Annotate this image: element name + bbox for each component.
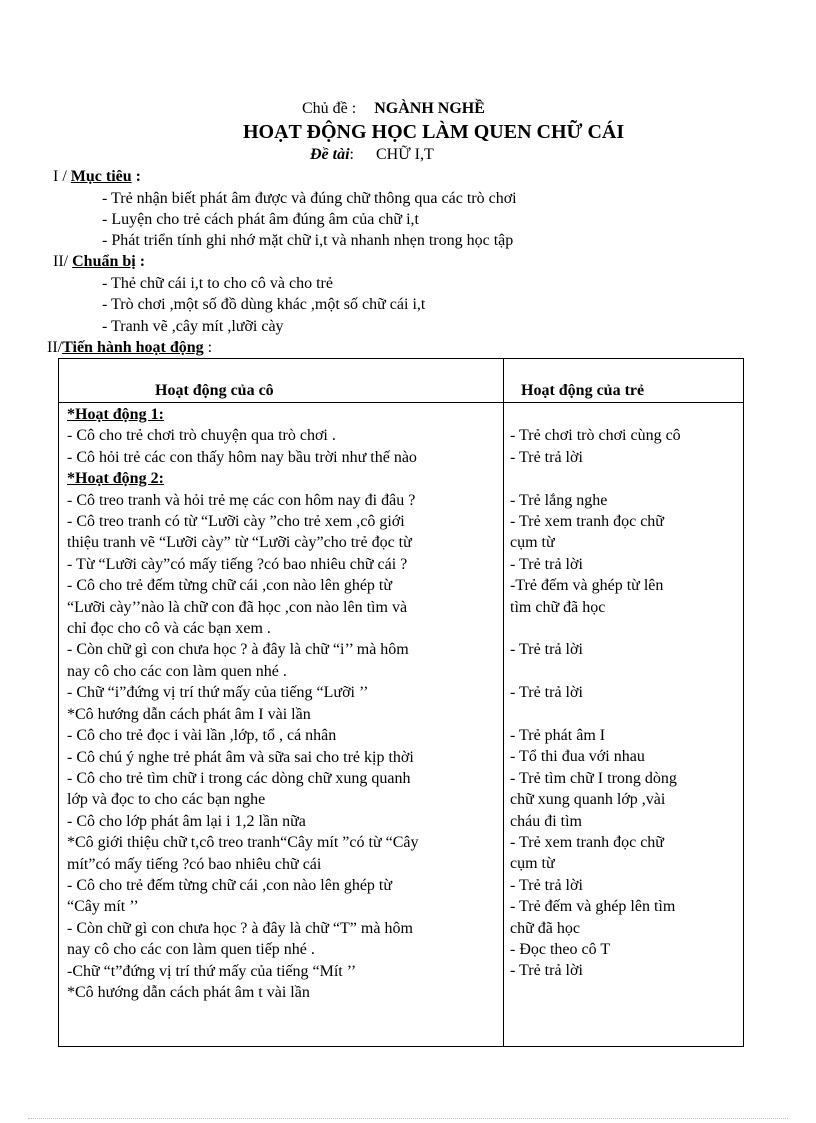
teacher-line: *Cô hướng dẫn cách phát âm I vài lần [67, 705, 311, 723]
child-line: -Trẻ đếm và ghép từ lên [510, 577, 664, 595]
child-line [510, 661, 681, 682]
teacher-line: -Chữ “t”đứng vị trí thứ mấy của tiếng “Mít ’’ [67, 962, 357, 980]
child-line: - Trẻ đếm và ghép lên tìm [510, 898, 676, 916]
activity-table [58, 358, 744, 1047]
objective-item: - Phát triển tính ghi nhớ mặt chữ i,t và nhanh nhẹn trong học tập [102, 232, 514, 249]
teacher-line: *Cô giới thiệu chữ t,cô treo tranh“Cây mít ”có từ “Cây [67, 834, 419, 852]
teacher-line: mít”có mấy tiếng ?có bao nhiêu chữ cái [67, 855, 322, 873]
child-line: - Trẻ chơi trò chơi cùng cô [510, 427, 681, 445]
teacher-line: - Còn chữ gì con chưa học ? à đây là chữ “T” mà hôm [67, 919, 413, 937]
child-line: - Trẻ xem tranh đọc chữ [510, 513, 664, 530]
child-line: - Trẻ trả lời [510, 962, 583, 980]
objective-item: - Luyện cho trẻ cách phát âm đúng âm của chữ i,t [102, 211, 419, 228]
section-preparation-heading [53, 252, 145, 272]
teacher-line: “Lưỡi cày’’nào là chữ con đã học ,con nào lên tìm và [67, 598, 408, 616]
preparation-item: - Trò chơi ,một số đồ dùng khác ,một số chữ cái i,t [102, 296, 426, 313]
teacher-line: *Cô hướng dẫn cách phát âm t vài lần [67, 983, 310, 1001]
child-line: - Trẻ trả lời [510, 448, 583, 466]
teacher-line: “Cây mít ’’ [67, 898, 139, 916]
child-line: cụm từ [510, 534, 555, 552]
teacher-activity-column [67, 404, 419, 1003]
preparation-item: - Tranh vẽ ,cây mít ,lưỡi cày [102, 318, 284, 335]
teacher-line: - Cô cho lớp phát âm lại i 1,2 lần nữa [67, 812, 306, 830]
section-number: I / [53, 168, 67, 185]
child-line: - Trẻ trả lời [510, 555, 583, 573]
teacher-line: - Cô treo tranh và hỏi trẻ mẹ các con hôm nay đi đâu ? [67, 491, 416, 509]
section-title: Chuẩn bị [72, 253, 136, 270]
teacher-line: nay cô cho các con làm quen tiếp nhé . [67, 941, 315, 959]
child-line: - Trẻ xem tranh đọc chữ [510, 834, 664, 852]
teacher-line: - Cô cho trẻ chơi trò chuyện qua trò chơi . [67, 427, 336, 445]
child-line: - Trẻ tìm chữ I trong dòng [510, 769, 677, 787]
section-colon: : [203, 339, 213, 356]
child-line: - Tổ thi đua với nhau [510, 748, 645, 766]
teacher-line: - Cô cho trẻ đếm từng chữ cái ,con nào lên ghép từ [67, 577, 393, 595]
subject-value: CHỮ I,T [376, 146, 434, 163]
subject-label: Đề tài [310, 146, 350, 163]
table-header-divider [59, 402, 743, 403]
teacher-line: - Cô cho trẻ đếm từng chữ cái ,con nào lên ghép từ [67, 876, 393, 894]
section-procedure-heading [47, 338, 212, 358]
child-line: chữ đã học [510, 919, 580, 937]
section-number: II/ [53, 253, 69, 270]
section-colon: : [135, 253, 146, 270]
topic-line [302, 99, 485, 119]
teacher-column-header: Hoạt động của cô [155, 382, 274, 399]
teacher-line: - Cô hỏi trẻ các con thấy hôm nay bầu trời như thế nào [67, 448, 417, 466]
section-title: Mục tiêu [70, 168, 132, 185]
section-number: II/ [47, 339, 63, 356]
child-line [510, 404, 681, 425]
table-column-divider [503, 359, 504, 1046]
child-line: cháu đi tìm [510, 812, 582, 830]
section-objectives-heading [53, 167, 141, 187]
child-activity-column [510, 404, 681, 1003]
child-line [510, 618, 681, 639]
teacher-line: - Cô chú ý nghe trẻ phát âm và sữa sai cho trẻ kịp thời [67, 748, 414, 766]
teacher-line: - Cô cho trẻ tìm chữ i trong các dòng chữ xung quanh [67, 769, 411, 787]
child-line: - Trẻ phát âm I [510, 727, 606, 745]
teacher-line: - Còn chữ gì con chưa học ? à đây là chữ “i’’ mà hôm [67, 641, 409, 659]
page-title: HOẠT ĐỘNG HỌC LÀM QUEN CHỮ CÁI [243, 121, 625, 143]
subject-line [310, 145, 434, 165]
child-line: - Trẻ lắng nghe [510, 491, 608, 509]
child-line: - Trẻ trả lời [510, 876, 583, 894]
topic-label: Chủ đề : [302, 100, 357, 117]
child-line: - Trẻ trả lời [510, 684, 583, 702]
child-line: cụm từ [510, 855, 555, 873]
page-bottom-divider [28, 1118, 788, 1119]
teacher-line: - Cô cho trẻ đọc i vài lần ,lớp, tổ , cá nhân [67, 727, 337, 745]
child-line: chữ xung quanh lớp ,vài [510, 791, 666, 809]
subject-separator: : [349, 146, 354, 163]
teacher-line: chỉ đọc cho cô và các bạn xem . [67, 620, 271, 638]
section-title: Tiến hành hoạt động [62, 339, 204, 356]
teacher-line: thiệu tranh vẽ “Lưỡi cày” từ “Lưỡi cày”cho trẻ đọc từ [67, 534, 412, 552]
child-line: - Trẻ trả lời [510, 641, 583, 659]
preparation-item: - Thẻ chữ cái i,t to cho cô và cho trẻ [102, 275, 333, 292]
teacher-line: *Hoạt động 1: [67, 406, 164, 423]
teacher-line: *Hoạt động 2: [67, 470, 164, 488]
child-line [510, 982, 681, 1003]
child-line: tìm chữ đã học [510, 598, 606, 616]
child-column-header: Hoạt động của trẻ [521, 382, 645, 399]
child-line [510, 468, 681, 489]
teacher-line: - Từ “Lưỡi cày”có mấy tiếng ?có bao nhiêu chữ cái ? [67, 555, 408, 573]
topic-value: NGÀNH NGHỀ [374, 100, 485, 117]
section-colon: : [131, 168, 141, 185]
child-line: - Đọc theo cô T [510, 941, 611, 959]
objective-item: - Trẻ nhận biết phát âm được và đúng chữ thông qua các trò chơi [102, 190, 517, 207]
teacher-line: nay cô cho các con làm quen nhé . [67, 662, 287, 680]
teacher-line: - Chữ “i”đứng vị trí thứ mấy của tiếng “Lưỡi ’’ [67, 684, 369, 702]
teacher-line: - Cô treo tranh có từ “Lưỡi cày ”cho trẻ xem ,cô giới [67, 513, 405, 531]
teacher-line: lớp và đọc to cho các bạn nghe [67, 791, 266, 809]
child-line [510, 704, 681, 725]
